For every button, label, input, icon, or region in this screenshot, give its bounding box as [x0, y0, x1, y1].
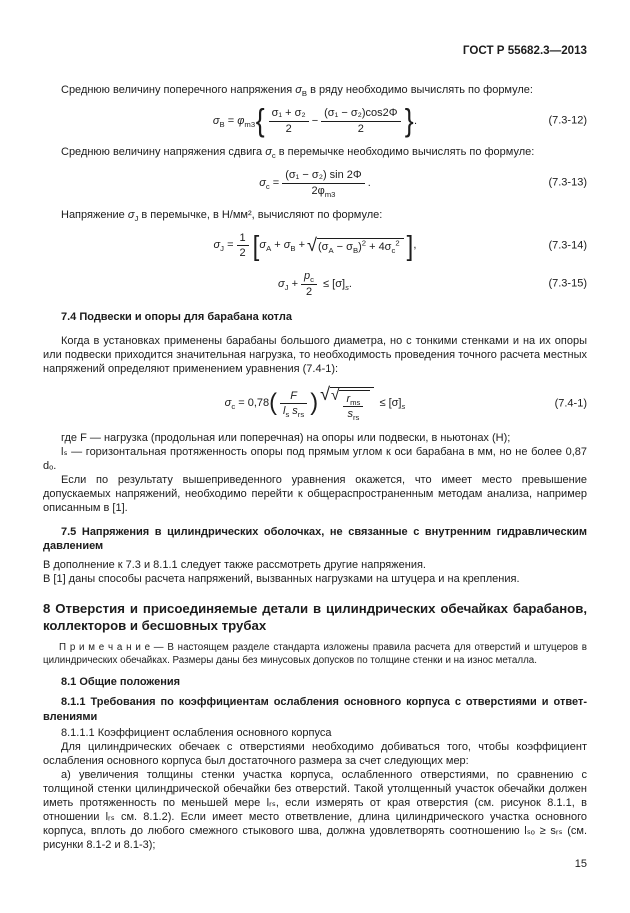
- fraction: $\frac{r_{ms}}{s_{rs}}$: [343, 393, 363, 421]
- left-paren: (: [269, 390, 277, 416]
- paragraph-8-1-1-1: 8.1.1.1 Коэффициент ослабления основного корпуса: [61, 726, 332, 739]
- formula-number: (7.3-13): [548, 176, 587, 189]
- page-number: 15: [574, 857, 587, 870]
- right-brace: }: [404, 102, 414, 138]
- formula-expression: $\sigma_B = \varphi_{m3}${ $\frac{\text{σ₁ + σ₂}}{2}$ − $\frac{\text{(σ₁ − σ₂)cos2Φ}}{2}$ }.: [212, 102, 418, 138]
- note-paragraph: П р и м е ч а н и е — В настоящем разделе стандарта изложены правила расчета для отверстий и штуцеров в цилиндрических обечайках. Размеры даны без минусовых допусков по толщине стенки и на износ металла.: [43, 641, 587, 666]
- doc-code-header: ГОСТ Р 55682.3—2013: [462, 44, 587, 57]
- formula-number: (7.4-1): [554, 397, 587, 410]
- formula-expression: $\sigma_c = 0,78$( $\frac{F}{l_s s_{rs}}$ ) √ √ $\frac{r_{ms}}{s_{rs}}$ ≤ $[\sigma]_s$: [224, 383, 406, 423]
- formula-expression: $\sigma_c$ = $\frac{\text{(σ₁ − σ₂) sin 2Φ}}{2\varphi_{m3}}$ .: [259, 169, 371, 200]
- formula-number: (7.3-14): [548, 239, 587, 252]
- paragraph-drums-supports: Когда в установках применены барабаны большого диаметра, но с тонкими стенками и на их опоры или подвески приходится значительная нагрузка, то необходимость проведения точного расчета местных напряжений определяют применением уравнения (7.4-1):: [43, 335, 587, 376]
- heading-7-5: 7.5 Напряжения в цилиндрических оболочках, не связанные с внутренним гидравлическим давлением: [43, 526, 587, 553]
- fraction: $\frac{p_c}{2}$: [301, 270, 317, 298]
- paragraph-weakening: Для цилиндрических обечаек с отверстиями необходимо добиваться того, чтобы коэффициент ослабления основного корпуса был достаточного размера за счет следующих мер:: [43, 740, 587, 767]
- paragraph-sigma-b-intro: Среднюю величину поперечного напряжения $\sigma_B$ в ряду необходимо вычислять по формуле:: [61, 83, 533, 99]
- fraction: $\frac{\text{(σ₁ − σ₂) sin 2Φ}}{2\varphi_{m3}}$: [282, 169, 365, 197]
- formula-expression: $\sigma_J$ = $\frac{1}{2}$ [$\sigma_A + \sigma_B$ + √ $(\sigma_A - \sigma_B)^2 + 4\sigma_c^2$ ],: [213, 229, 417, 261]
- sqrt-radical-inner: √ $\frac{r_{ms}}{s_{rs}}$: [331, 390, 370, 421]
- paragraph-where-ls: lₛ — горизонтальная протяженность опоры под прямым углом к оси барабана в мм, но не более 0,87 dₒ.: [43, 445, 587, 472]
- formula-number: (7.3-15): [548, 277, 587, 290]
- paragraph-item-a: а) увеличения толщины стенки участка корпуса, ослабленного отверстиями, по сравнению с толщиной стенки цилиндрической обечайки без отверстий. Такой утолщенный участок обечайки должен иметь протяженность по меньшей мере lᵣₛ, если измерять от края отверстия (см. рисунок 8.1.1, в отношении lᵣₛ см. 8.1.2). Если имеет место ответвление, длина цилиндрического участка основного корпуса, вплоть до любого смежного стыкового шва, должна удовлетворять соотношению lₛₒ ≥ sᵣₛ (см. рисунки 8.1-2 и 8.1-3);: [43, 768, 587, 852]
- formula-7-3-12: [43, 102, 587, 138]
- paragraph-sigma-j-intro: Напряжение $\sigma_J$ в перемычке, в Н/мм², вычисляют по формуле:: [61, 208, 383, 223]
- heading-7-4: 7.4 Подвески и опоры для барабана котла: [61, 311, 292, 324]
- fraction: $\frac{F}{l_s s_{rs}}$: [280, 390, 307, 418]
- paragraph-where-f: где F — нагрузка (продольная или поперечная) на опоры или подвески, в ньютонах (Н);: [61, 431, 511, 444]
- formula-number: (7.3-12): [548, 114, 587, 127]
- formula-7-3-15: [43, 270, 587, 298]
- heading-8-1-1: 8.1.1 Требования по коэффициентам ослабления основного корпуса с отверстиями и ответвлениями: [43, 696, 587, 723]
- sqrt-radical: √ $(\sigma_A - \sigma_B)^2 + 4\sigma_c^2$: [307, 238, 404, 254]
- paragraph-methods: В [1] даны способы расчета напряжений, вызванных нагрузками на штуцера и на крепления.: [43, 573, 520, 586]
- paragraph-addition: В дополнение к 7.3 и 8.1.1 следует также рассмотреть другие напряжения.: [43, 559, 426, 572]
- left-bracket: [: [252, 229, 259, 261]
- heading-8-1: 8.1 Общие положения: [61, 676, 181, 689]
- fraction: $\frac{\text{(σ₁ − σ₂)cos2Φ}}{2}$: [321, 107, 400, 135]
- heading-8: 8 Отверстия и присоединяемые детали в цилиндрических обечайках барабанов, коллекторов и бесшовных трубах: [43, 600, 587, 633]
- right-paren: ): [310, 390, 319, 416]
- left-brace: {: [255, 102, 265, 138]
- sigma-symbol: σ: [265, 146, 272, 159]
- sqrt-radical-outer: √ √ $\frac{r_{ms}}{s_{rs}}$: [320, 387, 374, 421]
- sigma-symbol: σ: [295, 83, 302, 96]
- formula-7-3-13: [43, 169, 587, 200]
- fraction: $\frac{1}{2}$: [237, 232, 249, 260]
- paragraph-sigma-c-intro: Среднюю величину напряжения сдвига $\sigma_c$ в перемычке необходимо вычислять по формуле:: [61, 146, 535, 161]
- sigma-symbol: σ: [127, 208, 135, 221]
- formula-7-4-1: [43, 383, 587, 423]
- formula-7-3-14: [43, 229, 587, 261]
- right-bracket: ]: [406, 229, 413, 261]
- fraction: $\frac{\text{σ₁ + σ₂}}{2}$: [269, 107, 309, 135]
- formula-expression: $\sigma_J$ + $\frac{p_c}{2}$ ≤ $[\sigma]_s$.: [278, 269, 352, 298]
- paragraph-exceed-note: Если по результату вышеприведенного уравнения окажется, что имеет место превышение допускаемых напряжений, необходимо перейти к общераспространенным методам анализа, например описанным в [1].: [43, 474, 587, 515]
